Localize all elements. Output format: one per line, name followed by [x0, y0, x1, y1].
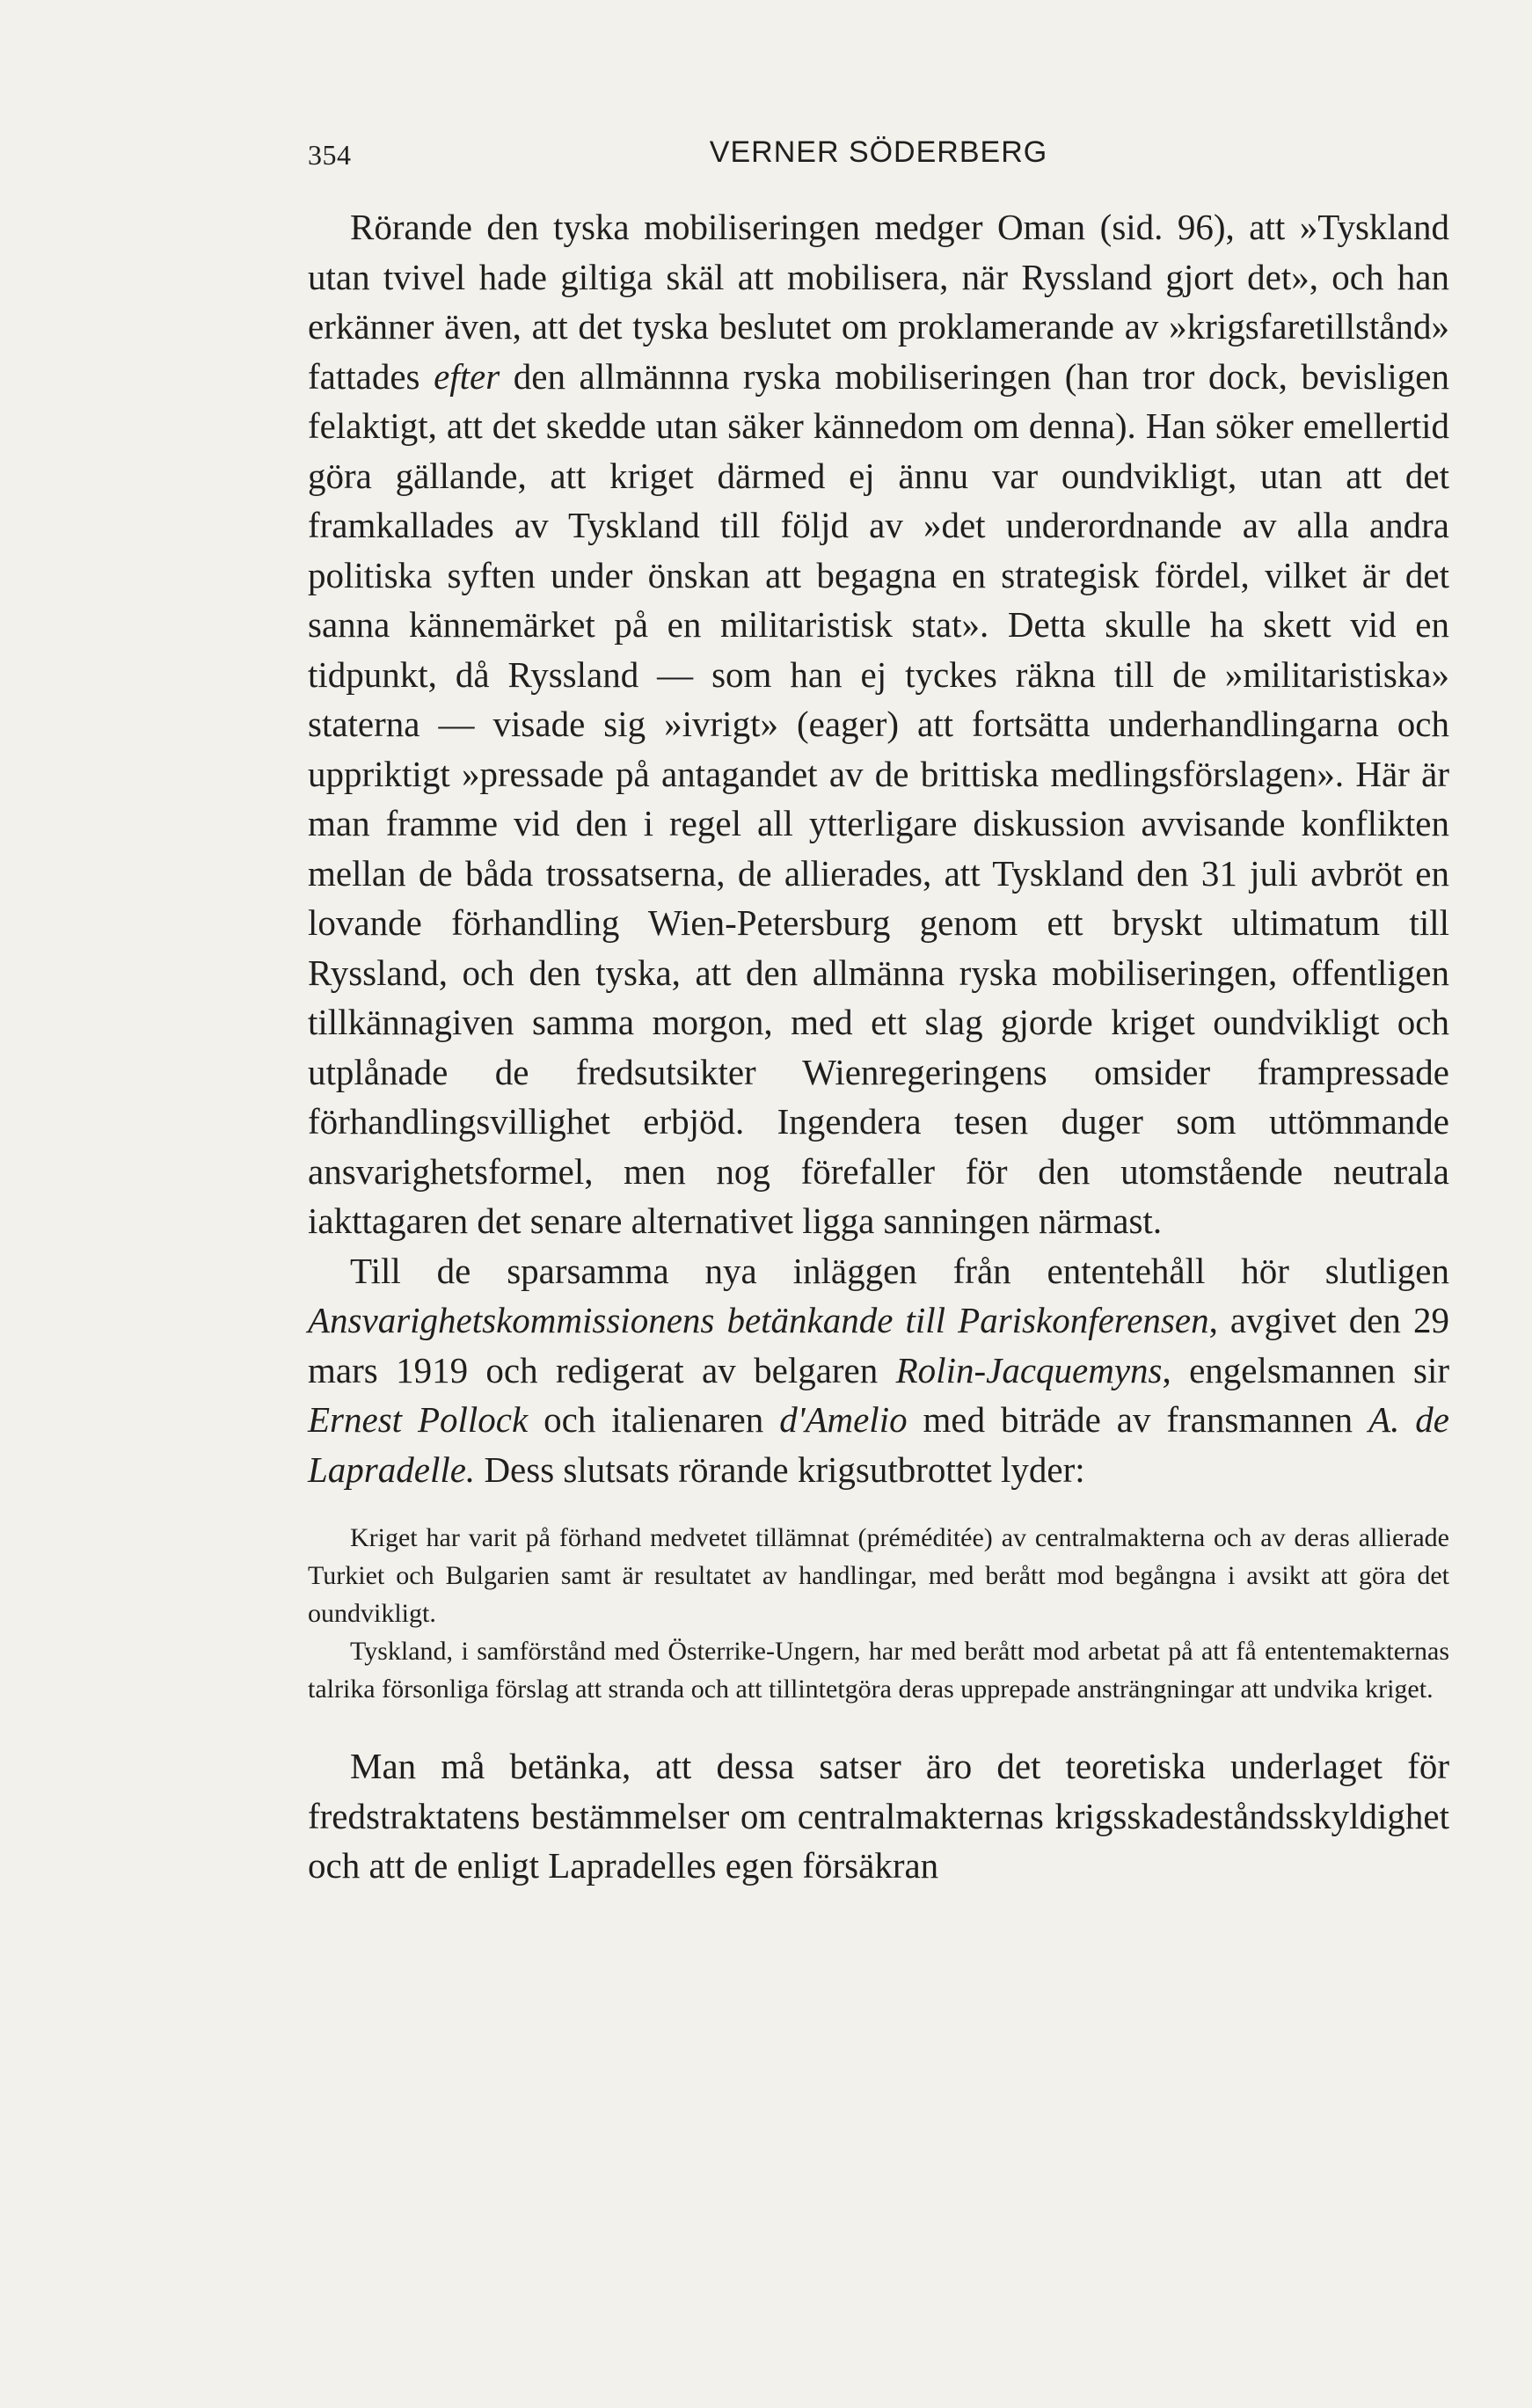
page-number: 354	[308, 139, 352, 171]
quote-paragraph: Kriget har varit på förhand medvetet tillämnat (préméditée) av centralmakterna och av deras allierade Turkiet och Bulgarien samt är resultatet av handlingar, med berått mod begångna i avsikt att göra det oundvikligt.	[308, 1523, 1449, 1628]
paragraph-text: med biträde av fransmannen	[907, 1399, 1369, 1440]
paragraph-commission	[308, 1246, 1449, 1495]
italic-name: Rolin-Jacquemyns	[895, 1349, 1163, 1390]
italic-word: efter	[434, 355, 500, 397]
body-text	[308, 202, 1449, 1891]
page-header	[308, 132, 1449, 185]
paragraph-text: , avgivet den 29 mars 1919 och redigerat av belgaren	[308, 1300, 1449, 1390]
quote-paragraph: Tyskland, i samförstånd med Österrike-Ungern, har med berått mod arbetat på att få ententemakternas talrika försonliga förslag att stranda och att tillintetgöra deras upprepade ansträngningar att undvika kriget.	[308, 1637, 1449, 1704]
paragraph-treaty	[308, 1741, 1449, 1891]
block-quote	[308, 1519, 1449, 1708]
italic-title: Ansvarighetskommissionens betänkande till Pariskonferensen	[308, 1300, 1209, 1340]
paragraph-text: Till de sparsamma nya inläggen från ententehåll hör slutligen	[350, 1250, 1449, 1291]
paragraph-text: och italienaren	[528, 1399, 780, 1440]
paragraph-text: den allmännna ryska mobiliseringen (han tror dock, bevisligen felaktigt, att det skedde utan säker kännedom om denna). Han söker emellertid göra gällande, att kriget därmed ej ännu var oundvikligt, utan att det framkallades av Tyskland till följd av »det underordnande av alla andra politiska syften under önskan att begagna en strategisk fördel, vilket är det sanna kännemärket på en militaristisk stat». Detta skulle ha skett vid en tidpunkt, då Ryssland — som han ej tyckes räkna till de »militaristiska» staterna — visade sig »ivrigt» (eager) att fortsätta underhandlingarna och uppriktigt »pressade på antagandet av de brittiska medlingsförslagen». Här är man framme vid den i regel all ytterligare diskussion avvisande konflikten mellan de båda trossatserna, de allierades, att Tyskland den 31 juli avbröt en lovande förhandling Wien-Petersburg genom ett bryskt ultimatum till Ryssland, och den tyska, att den allmänna ryska mobiliseringen, offentligen tillkännagiven samma morgon, med ett slag gjorde kriget oundvikligt och utplånade de fredsutsikter Wienregeringens omsider frampressade förhandlingsvillighet erbjöd. Ingendera tesen duger som uttömmande ansvarighetsformel, men nog förefaller för den utomstående neutrala iakttagaren det senare alternativet ligga sanningen närmast.	[308, 355, 1449, 1241]
paragraph-text: Man må betänka, att dessa satser äro det teoretiska underlaget för fredstraktatens bestämmelser om centralmakternas krigsskadeståndsskyldighet och att de enligt Lapradelles egen försäkran	[308, 1746, 1449, 1886]
paragraph-text: Rörande den tyska mobiliseringen medger Oman (sid. 96), att »Tyskland utan tvivel hade giltiga skäl att mobilisera, när Ryssland gjort det», och han erkänner även, att det tyska beslutet om proklamerande av »krigsfaretillstånd» fattades	[308, 207, 1449, 397]
italic-name: Ernest Pollock	[308, 1399, 529, 1440]
paragraph-text: , engelsmannen sir	[1162, 1349, 1450, 1390]
paragraph-mobilization	[308, 202, 1449, 1246]
italic-name: A. de Lapradelle.	[308, 1399, 1449, 1490]
paragraph-text: Dess slutsats rörande krigsutbrottet lyder:	[475, 1448, 1085, 1490]
italic-name: d'Amelio	[779, 1399, 908, 1440]
running-head: VERNER SÖDERBERG	[709, 135, 1048, 169]
